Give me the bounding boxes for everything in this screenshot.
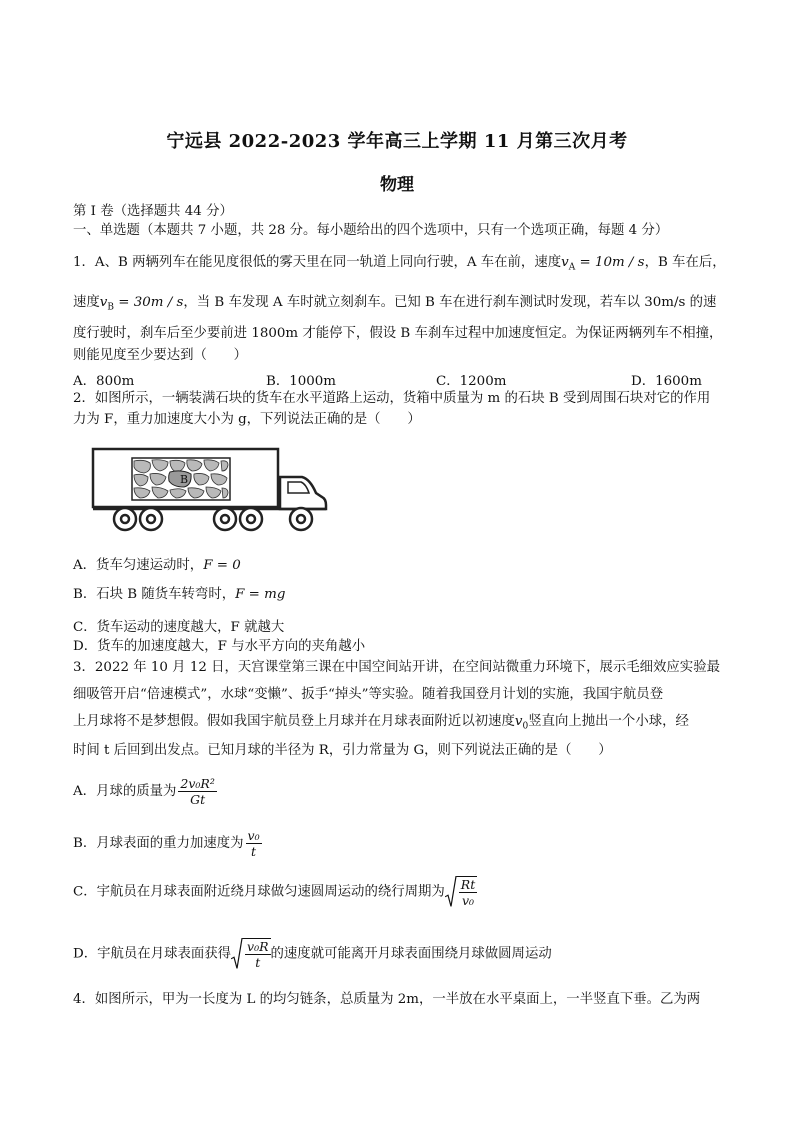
- q3-v0-sub: 0: [522, 721, 529, 732]
- q3-option-a: [73, 776, 217, 807]
- q3-option-d-text: D．宇航员在月球表面获得: [73, 946, 232, 962]
- q1-text: ，当 B 车发现 A 车时就立刻刹车。已知 B 车在进行刹车测试时发现，若车以 30m/s 的速: [183, 295, 717, 310]
- q1-vb-value: = 30m / s: [113, 295, 184, 310]
- q3-option-d-fraction: [245, 939, 270, 970]
- q2-line2: 力为 F，重力加速度大小为 g，下列说法正确的是（ ）: [73, 412, 421, 427]
- q1-text: ，B 车在后，: [644, 255, 726, 270]
- q2-option-b: [73, 586, 285, 604]
- fraction-numerator: v₀: [247, 828, 260, 843]
- q2-option-d: D．货车的加速度越大，F 与水平方向的夹角越小: [73, 639, 366, 654]
- truck-figure: [88, 447, 333, 533]
- q2-option-a-math: F = 0: [203, 558, 241, 573]
- q3-option-c: [73, 876, 477, 908]
- q2-option-a-text: A．货车匀速运动时，: [73, 558, 204, 573]
- q3-option-d-text: 的速度就可能离开月球表面围绕月球做圆周运动: [270, 946, 552, 962]
- q3-line1: 3．2022 年 10 月 12 日，天宫课堂第三课在中国空间站开讲，在空间站微重力环境下，展示毛细效应实验最: [73, 660, 720, 675]
- exam-title: 宁远县 2022-2023 学年高三上学期 11 月第三次月考: [166, 131, 628, 152]
- q3-option-c-sqrt: [445, 876, 477, 908]
- q2-line1: 2．如图所示，一辆装满石块的货车在水平道路上运动，货箱中质量为 m 的石块 B 受到周围石块对它的作用: [73, 391, 711, 406]
- q3-option-b: [73, 828, 262, 859]
- part-heading: 第 I 卷（选择题共 44 分）: [73, 204, 233, 219]
- q1-line1: [73, 254, 726, 277]
- q1-vb: v: [99, 295, 108, 310]
- q3-line3: [73, 713, 689, 736]
- q3-text: 竖直向上抛出一个小球，经: [528, 714, 689, 729]
- q1-line2: [73, 294, 716, 317]
- q2-option-b-text: B．石块 B 随货车转弯时，: [73, 587, 236, 602]
- fraction-numerator: Rt: [460, 877, 476, 892]
- q3-v0: v: [514, 714, 523, 729]
- q1-option-a: A．800m: [73, 374, 135, 389]
- q2-option-b-math: F = mg: [235, 587, 286, 602]
- q3-option-c-text: C．宇航员在月球表面附近绕月球做匀速圆周运动的绕行周期为: [73, 884, 445, 900]
- fraction-denominator: Gt: [190, 792, 206, 807]
- fraction-numerator: v₀R: [247, 939, 269, 954]
- q1-option-b: B．1000m: [266, 374, 337, 389]
- q3-option-a-text: A．月球的质量为: [73, 784, 177, 799]
- q1-option-d: D．1600m: [631, 374, 702, 389]
- q3-option-b-fraction: [246, 828, 262, 859]
- radical-sign: [445, 876, 457, 908]
- fraction-denominator: v₀: [461, 893, 475, 908]
- truck-wheels: [114, 508, 312, 530]
- q2-option-c: C．货车运动的速度越大，F 就越大: [73, 620, 285, 635]
- q1-text: 1．A、B 两辆列车在能见度很低的雾天里在同一轨道上同向行驶，A 车在前，速度: [73, 255, 562, 270]
- q1-line4: 则能见度至少要达到（ ）: [73, 348, 248, 363]
- q4-line1: 4．如图所示，甲为一长度为 L 的均匀链条，总质量为 2m，一半放在水平桌面上，一半竖直下垂。乙为两: [73, 992, 701, 1007]
- q2-option-a: [73, 557, 241, 575]
- q1-line3: 度行驶时，刹车后至少要前进 1800m 才能停下，假设 B 车刹车过程中加速度恒定。为保证两辆列车不相撞，: [73, 326, 723, 341]
- q3-option-a-fraction: [178, 776, 216, 807]
- q1-va-sub: A: [568, 262, 576, 273]
- q3-line4: 时间 t 后回到出发点。已知月球的半径为 R，引力常量为 G，则下列说法正确的是（ ）: [73, 743, 612, 758]
- fraction-denominator: t: [255, 955, 261, 970]
- q3-option-c-fraction: [459, 877, 477, 908]
- q1-va-value: = 10m / s: [575, 255, 645, 270]
- q1-option-c: C．1200m: [436, 374, 507, 389]
- q3-option-d: [73, 938, 552, 970]
- fraction-numerator: 2v₀R²: [180, 776, 215, 791]
- radical-sign: [231, 938, 243, 970]
- fraction-denominator: t: [251, 844, 257, 859]
- section-instructions: 一、单选题（本题共 7 小题，共 28 分。每小题给出的四个选项中，只有一个选项正确，每题 4 分）: [73, 223, 669, 238]
- rock-b-label: B: [180, 473, 189, 486]
- q1-text: 速度: [73, 295, 100, 310]
- q3-line2: 细吸管开启“倍速模式”，水球“变懒”、扳手“掉头”等实验。随着我国登月计划的实施，我国宇航员登: [73, 687, 664, 702]
- q1-va: v: [561, 255, 569, 270]
- q3-option-d-sqrt: [231, 938, 270, 970]
- subject-title: 物理: [380, 175, 414, 195]
- q1-vb-sub: B: [107, 302, 114, 313]
- q3-text: 上月球将不是梦想假。假如我国宇航员登上月球并在月球表面附近以初速度: [73, 714, 515, 729]
- q3-option-b-text: B．月球表面的重力加速度为: [73, 836, 244, 851]
